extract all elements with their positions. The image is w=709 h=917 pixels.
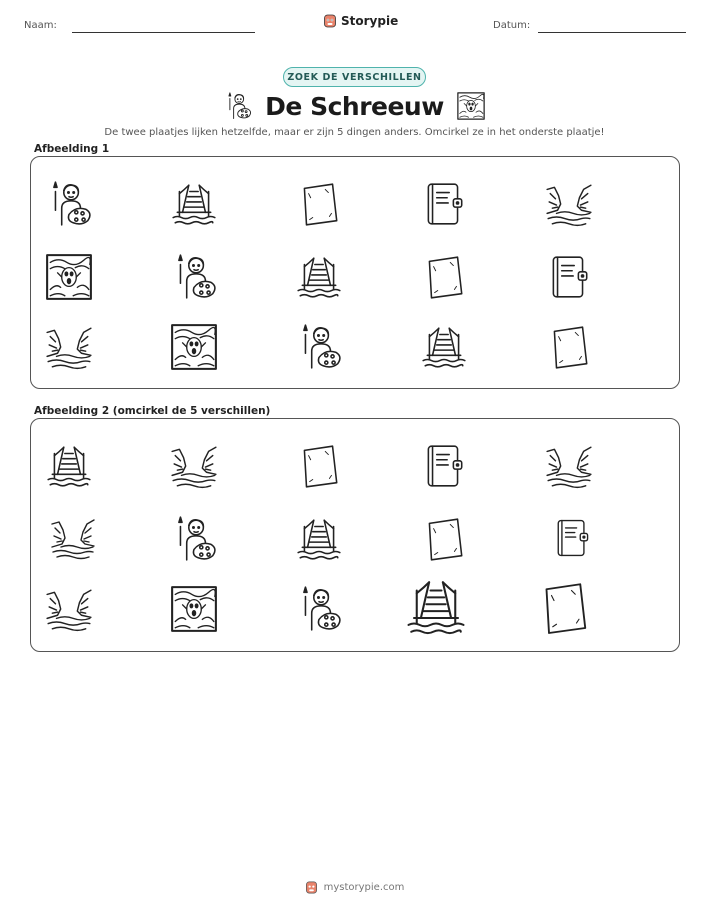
fjord-icon[interactable] <box>544 441 594 491</box>
artist-icon[interactable] <box>294 322 344 372</box>
footer-url: mystorypie.com <box>323 882 405 893</box>
notebook-icon[interactable] <box>419 179 469 229</box>
paper-icon[interactable] <box>534 578 594 638</box>
notebook-icon[interactable] <box>544 252 594 302</box>
fjord-icon[interactable] <box>544 179 594 229</box>
picture1-label: Afbeelding 1 <box>34 143 110 155</box>
fjord-icon[interactable] <box>169 441 219 491</box>
fjord-icon[interactable] <box>44 322 94 372</box>
paper-icon[interactable] <box>544 322 594 372</box>
scream-painting-icon[interactable] <box>169 322 219 372</box>
paper-icon[interactable] <box>419 252 469 302</box>
mascot-icon <box>305 880 318 895</box>
fjord-icon[interactable] <box>49 514 97 562</box>
scream-painting-icon[interactable] <box>44 252 94 302</box>
bridge-icon[interactable] <box>419 322 469 372</box>
artist-icon[interactable] <box>169 514 219 564</box>
bridge-icon[interactable] <box>403 574 469 640</box>
scream-painting-icon <box>456 91 486 121</box>
paper-icon[interactable] <box>419 514 469 564</box>
page-title: De Schreeuw <box>265 91 444 121</box>
picture2-panel <box>30 418 680 652</box>
fjord-icon[interactable] <box>44 584 94 634</box>
name-label: Naam: <box>24 20 57 31</box>
paper-icon[interactable] <box>294 179 344 229</box>
name-field[interactable] <box>72 32 255 33</box>
brand-name: Storypie <box>341 14 399 28</box>
picture1-panel <box>30 156 680 389</box>
date-field[interactable] <box>538 32 686 33</box>
notebook-icon[interactable] <box>550 516 594 560</box>
artist-icon[interactable] <box>44 179 94 229</box>
brand-logo <box>323 13 398 29</box>
artist-icon[interactable] <box>294 584 344 634</box>
paper-icon[interactable] <box>294 441 344 491</box>
artist-icon <box>223 91 253 121</box>
notebook-icon[interactable] <box>419 441 469 491</box>
mascot-icon <box>323 13 337 29</box>
bridge-icon[interactable] <box>294 252 344 302</box>
artist-icon[interactable] <box>169 252 219 302</box>
picture2-label: Afbeelding 2 (omcirkel de 5 verschillen) <box>34 405 271 417</box>
title-row <box>0 91 709 121</box>
bridge-icon[interactable] <box>44 441 94 491</box>
scream-painting-icon[interactable] <box>169 584 219 634</box>
footer <box>0 880 709 895</box>
instructions: De twee plaatjes lijken hetzelfde, maar er zijn 5 dingen anders. Omcirkel ze in het onderste plaatje! <box>104 127 605 138</box>
bridge-icon[interactable] <box>169 179 219 229</box>
bridge-icon[interactable] <box>294 514 344 564</box>
date-label: Datum: <box>493 20 531 31</box>
activity-badge: ZOEK DE VERSCHILLEN <box>283 67 426 87</box>
